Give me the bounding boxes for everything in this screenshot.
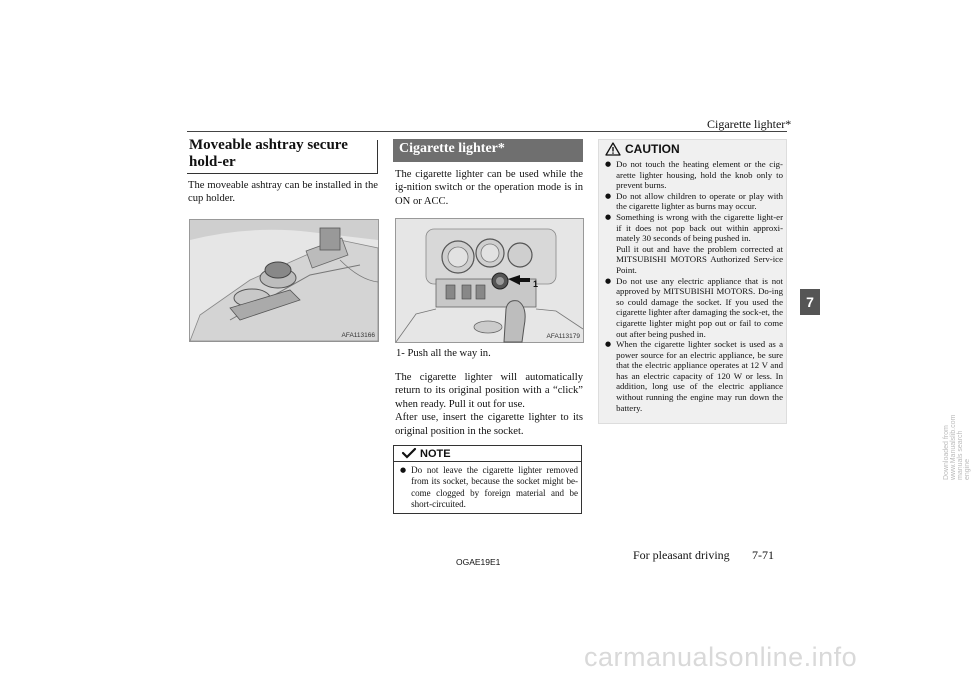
caution-title: CAUTION (625, 142, 680, 156)
note-icon (402, 448, 416, 459)
warning-triangle-icon (605, 142, 621, 156)
bullet-icon: ● (605, 191, 612, 200)
note-title: NOTE (420, 447, 451, 460)
caution-item: ● Do not use any electric appliance that is not approved by MITSUBISHI MOTORS. Do-ing so could damage the socket. If you used the cigarette lighter after damaging the sock-et, the cigarette lighter might pop out or fail to come out after being pushed in. (605, 275, 783, 339)
note-box (393, 445, 582, 514)
bullet-icon: ● (605, 340, 612, 349)
ashtray-drawing (190, 220, 378, 341)
caution-list (605, 159, 783, 413)
bullet-icon: ● (605, 160, 612, 168)
caution-item: ● Something is wrong with the cigarette light-er if it does not pop back out within approxi-mately 30 seconds of being pushed in. Pull it out and have the problem corrected at MITSUBISHI MOTORS Authorized Serv-ice Point. (605, 211, 783, 275)
section-heading-ashtray: Moveable ashtray secure hold-er (189, 137, 348, 170)
page-number: 7-71 (752, 548, 774, 562)
footer-section-title: For pleasant driving (633, 548, 730, 562)
image-code: AFA113166 (341, 332, 375, 339)
callout-text: 1- Push all the way in. (396, 348, 491, 359)
callout-number: 1 (533, 279, 539, 289)
bullet-icon: ● (605, 212, 612, 221)
caution-item: ● Do not touch the heating element or the cig-arette lighter housing, hold the knob only to prevent burns. (605, 159, 783, 191)
caution-item: ● When the cigarette lighter socket is used as a power source for an electric appliance, be sure that the electric appliance operates at 12 V and has an electric capacity of 120 W or less. In addition, long use of the electric appliance without running the engine may run down the battery. (605, 339, 783, 413)
lighter-body-text: The cigarette lighter will automatically return to its original position with a “click” when ready. Pull it out for use. After use, insert the cigarette lighter to its original position in the socket. (395, 372, 583, 437)
caution-header (605, 142, 680, 156)
document-code: OGAE19E1 (456, 557, 501, 567)
note-item (400, 465, 578, 510)
lighter-intro-text: The cigarette lighter can be used while the ig-nition switch or the operation mode is in ON or ACC. (395, 169, 583, 207)
running-header: Cigarette lighter* (707, 117, 792, 131)
chapter-tab: 7 (800, 289, 820, 315)
section-banner-cigarette-lighter: Cigarette lighter* (393, 139, 583, 162)
side-watermark: Downloaded from www.Manualslib.com manuals search engine (943, 414, 971, 480)
caution-item: ● Do not allow children to operate or play with the cigarette lighter as burns may occur. (605, 190, 783, 212)
lighter-drawing (396, 219, 583, 342)
image-code: AFA113179 (546, 333, 580, 340)
watermark: carmanualsonline.info (584, 642, 858, 672)
ashtray-illustration (189, 219, 379, 342)
heading-rule (187, 173, 377, 174)
caution-box (598, 139, 787, 424)
bullet-icon: ● (400, 466, 407, 474)
lighter-illustration (395, 218, 584, 343)
bullet-icon: ● (605, 276, 612, 285)
note-item-text: Do not leave the cigarette lighter removed from its socket, because the socket might be-come clogged by foreign material and be short-circuited. (411, 465, 578, 509)
header-rule (187, 131, 787, 132)
ashtray-text: The moveable ashtray can be installed in the cup holder. (188, 180, 378, 205)
heading-rule-vertical (377, 140, 378, 174)
note-header (394, 446, 581, 462)
